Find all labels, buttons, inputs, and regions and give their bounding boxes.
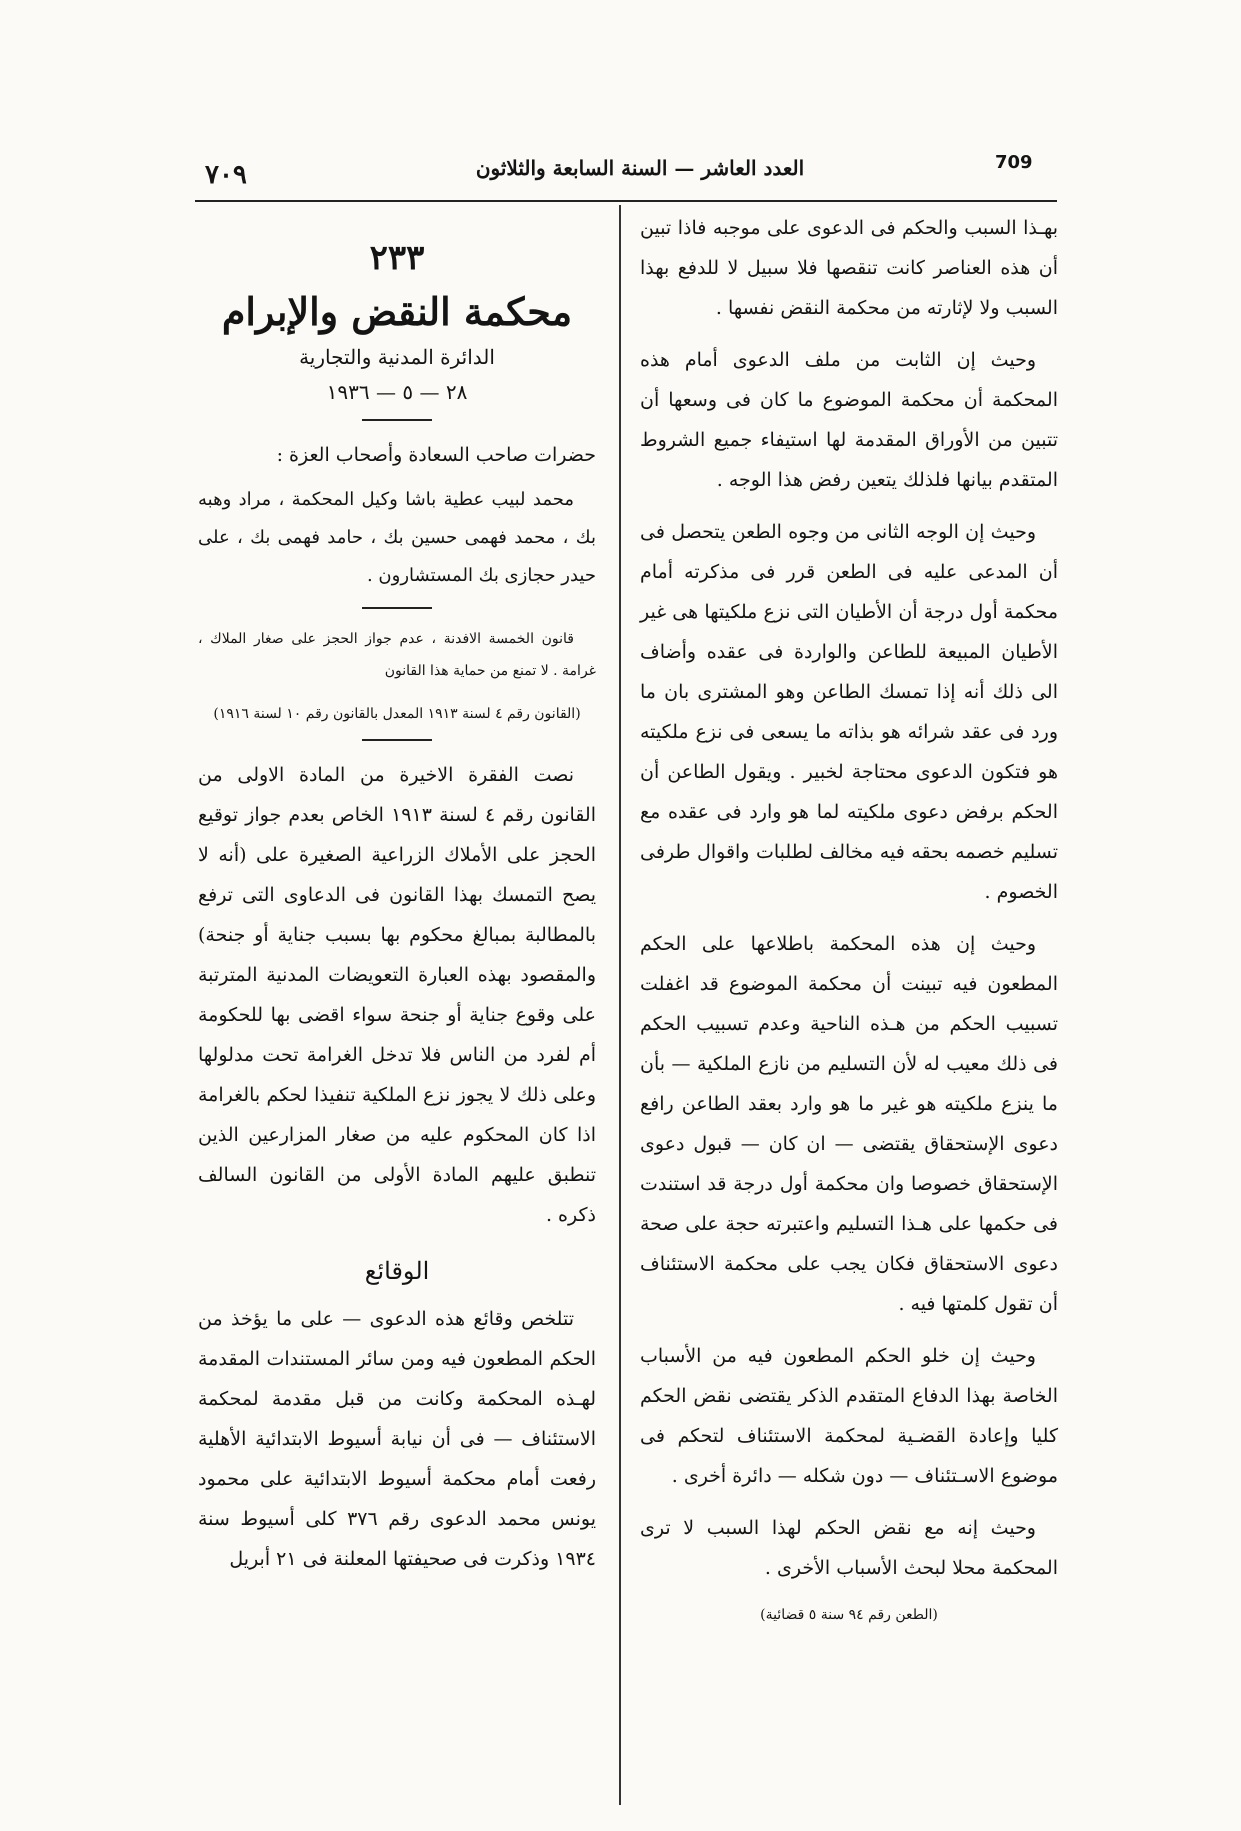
court-title: محكمة النقض والإبرام: [221, 289, 573, 334]
divider: [362, 607, 432, 609]
left-column: [198, 233, 596, 1591]
running-header: العدد العاشر — السنة السابعة والثلاثون: [475, 156, 805, 180]
judges-list: محمد لبيب عطية باشا وكيل المحكمة ، مراد وهبه بك ، محمد فهمى حسين بك ، حامد فهمى بك ، على حيدر حجازى بك المستشارون .: [198, 489, 596, 586]
column-divider: [619, 205, 621, 1805]
paragraph: وحيث إن خلو الحكم المطعون فيه من الأسباب الخاصة بهذا الدفاع المتقدم الذكر يقتضى نقض الحكم كليا وإعادة القضـية لمحكمة الاستئناف لتحكم فى موضوع الاسـتئناف — دون شكله — دائرة أخرى .: [640, 1345, 1058, 1487]
case-date: ٢٨ — ٥ — ١٩٣٦: [326, 380, 468, 404]
ruling-body: نصت الفقرة الاخيرة من المادة الاولى من القانون رقم ٤ لسنة ١٩١٣ الخاص بعدم جواز توقيع الحجز على الأملاك الزراعية الصغيرة على (أنه لا يصح التمسك بهذا القانون فى الدعاوى التى ترفع بالمطالبة بمبالغ محكوم بها بسبب جناية أو جنحة) والمقصود بهذه العبارة التعويضات المدنية المترتبة على وقوع جناية أو جنحة سواء اقضى بها للحكومة أم لفرد من الناس فلا تدخل الغرامة تحت مدلولها وعلى ذلك لا يجوز نزع الملكية تنفيذا لحكم بالغرامة اذا كان المحكوم عليه من صغار المزارعين الذين تنطبق عليهم المادة الأولى من القانون السالف ذكره .: [198, 764, 596, 1226]
facts-body: تتلخص وقائع هذه الدعوى — على ما يؤخذ من الحكم المطعون فيه ومن سائر المستندات المقدمة لهـذه المحكمة وكانت من قبل مقدمة لمحكمة الاستئناف — فى أن نيابة أسيوط الابتدائية الأهلية رفعت أمام محكمة أسيوط الابتدائية على محمود يونس محمد الدعوى رقم ٣٧٦ كلى أسيوط سنة ١٩٣٤ وذكرت فى صحيفتها المعلنة فى ٢١ أبريل: [198, 1308, 597, 1570]
header-rule: [195, 200, 1057, 202]
paragraph: وحيث إنه مع نقض الحكم لهذا السبب لا ترى المحكمة محلا لبحث الأسباب الأخرى .: [640, 1517, 1058, 1579]
divider: [362, 419, 432, 421]
paragraph: بهـذا السبب والحكم فى الدعوى على موجبه فاذا تبين أن هذه العناصر كانت تنقصها فلا سبيل لا للدفع بهذا السبب ولا لإثارته من محكمة النقض نفسها .: [640, 217, 1058, 319]
paragraph: وحيث إن الوجه الثانى من وجوه الطعن يتحصل فى أن المدعى عليه فى الطعن قرر فى مذكرته أمام محكمة أول درجة أن الأطيان التى نزع ملكيتها هى غير الأطيان المبيعة للطاعن والواردة فى عقده وأضاف الى ذلك أنه إذا تمسك الطاعن وهو المشترى بان ما ورد فى عقد شرائه هو بذاته ما يسعى فى نزع ملكيته هو فتكون الدعوى محتاجة لخبير . ويقول الطاعن أن الحكم برفض دعوى ملكيته لما هو وارد فى عقده مع تسليم خصمه بحقه فيه مخالف لطلبات واقوال طرفى الخصوم .: [640, 521, 1058, 903]
right-column: [640, 208, 1058, 1630]
paragraph: وحيث إن الثابت من ملف الدعوى أمام هذه المحكمة أن محكمة الموضوع ما كان فى وسعها أن تتبين من الأوراق المقدمة لها استيفاء جميع الشروط المتقدم بيانها فلذلك يتعين رفض هذا الوجه .: [640, 349, 1058, 491]
divider: [362, 739, 432, 741]
judges-intro: حضرات صاحب السعادة وأصحاب العزة :: [276, 444, 596, 466]
case-number: ٢٣٣: [369, 238, 425, 278]
page-number-arabic: ٧٠٩: [205, 160, 247, 190]
page-number-latin: 709: [995, 152, 1033, 173]
headnote: قانون الخمسة الافدنة ، عدم جواز الحجز على صغار الملاك ، غرامة . لا تمنع من حماية هذا القانون: [198, 631, 596, 679]
court-circuit: الدائرة المدنية والتجارية: [299, 345, 495, 369]
facts-heading: الوقائع: [364, 1257, 430, 1285]
case-reference: (الطعن رقم ٩٤ سنة ٥ قضائية): [760, 1607, 938, 1623]
paragraph: وحيث إن هذه المحكمة باطلاعها على الحكم المطعون فيه تبينت أن محكمة الموضوع قد اغفلت تسبيب الحكم من هـذه الناحية وعدم تسبيب الحكم فى ذلك معيب له لأن التسليم من نازع الملكية — بأن ما ينزع ملكيته هو غير ما هو وارد بعقد الطاعن رافع دعوى الإستحقاق يقتضى — ان كان — قبول دعوى الإستحقاق خصوصا وان محكمة أول درجة قد استندت فى حكمها على هـذا التسليم واعتبرته حجة على صحة دعوى الاستحقاق فكان يجب على محكمة الاستئناف أن تقول كلمتها فيه .: [640, 933, 1058, 1315]
law-reference: (القانون رقم ٤ لسنة ١٩١٣ المعدل بالقانون رقم ١٠ لسنة ١٩١٦): [213, 706, 581, 722]
